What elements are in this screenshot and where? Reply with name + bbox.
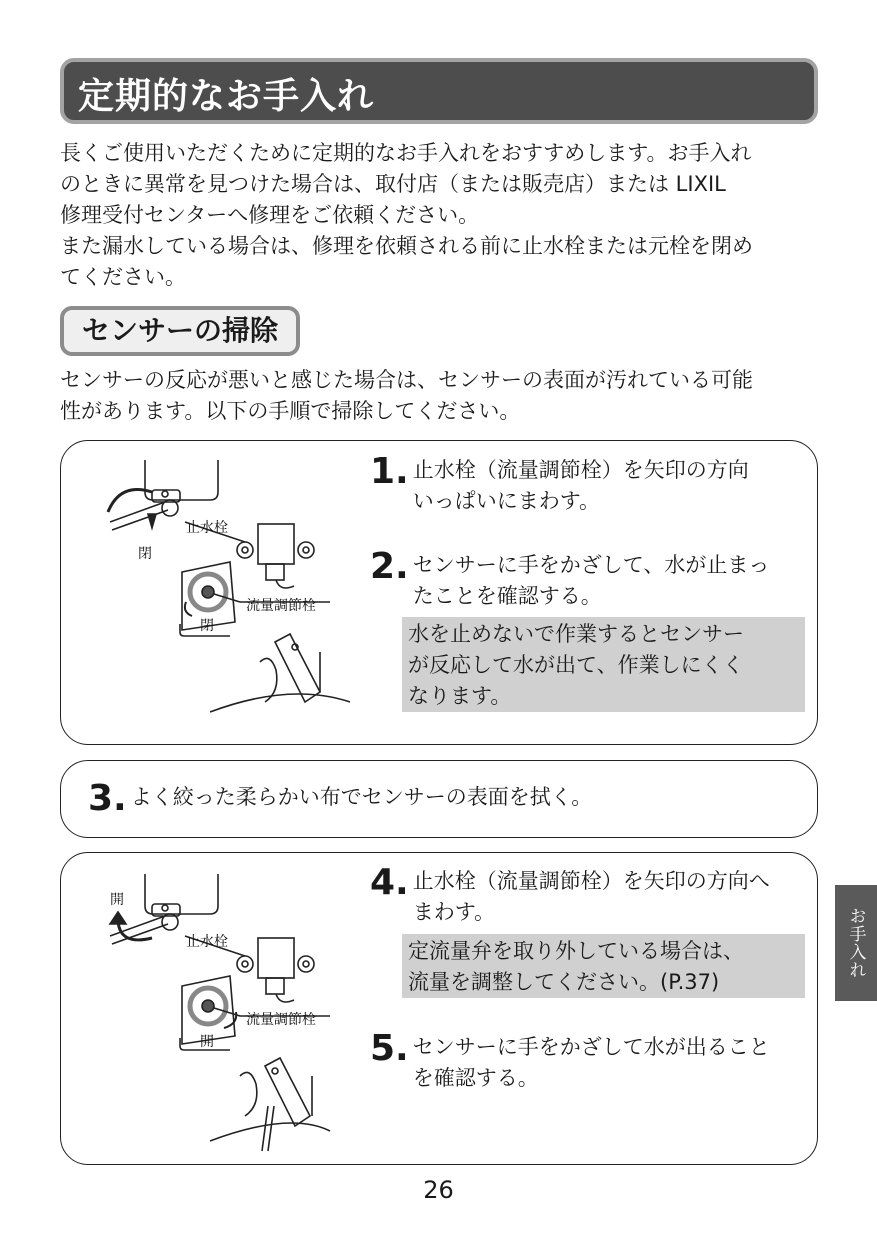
step-number: 4. xyxy=(370,862,409,903)
step-text: まわす。 xyxy=(412,900,496,924)
valve-open-illustration xyxy=(90,866,350,1156)
note-line: 流量を調整してください。(P.37) xyxy=(408,970,720,994)
valve-close-illustration xyxy=(90,452,350,732)
note-line: 定流量弁を取り外している場合は、 xyxy=(408,939,744,963)
step-number: 3. xyxy=(88,778,127,819)
valve-label: 止水栓 xyxy=(186,520,228,536)
step-5 xyxy=(370,1028,770,1094)
step-2 xyxy=(370,546,770,612)
intro-text xyxy=(60,138,830,293)
step-text: センサーに手をかざして水が出ること xyxy=(412,1035,770,1059)
caution-note-2 xyxy=(402,934,805,998)
step-number: 5. xyxy=(370,1028,409,1069)
caution-note-1 xyxy=(402,617,805,712)
page-title-bar xyxy=(60,58,818,124)
step-text: を確認する。 xyxy=(412,1066,539,1090)
open-label: 開 xyxy=(200,1034,214,1050)
flow-valve-label: 流量調節栓 xyxy=(246,1012,316,1028)
valve-label: 止水栓 xyxy=(186,934,228,950)
step-text: センサーに手をかざして、水が止まっ xyxy=(412,553,770,577)
step-text: 止水栓（流量調節栓）を矢印の方向へ xyxy=(412,869,770,893)
note-line: が反応して水が出て、作業しにくく xyxy=(408,653,744,677)
section-desc-line: 性があります。以下の手順で掃除してください。 xyxy=(60,399,521,423)
open-label: 開 xyxy=(110,892,124,908)
section-description xyxy=(60,365,830,427)
intro-line: 修理受付センターへ修理をご依頼ください。 xyxy=(60,203,480,227)
close-label: 閉 xyxy=(138,546,152,562)
page-title: 定期的なお手入れ xyxy=(78,76,375,117)
step-text: たことを確認する。 xyxy=(412,584,602,608)
section-title: センサーの掃除 xyxy=(60,306,300,356)
step-text: いっぱいにまわす。 xyxy=(412,489,601,513)
intro-line: また漏水している場合は、修理を依頼される前に止水栓または元栓を閉め xyxy=(60,234,753,258)
note-line: 水を止めないで作業するとセンサー xyxy=(408,622,744,646)
flow-valve-label: 流量調節栓 xyxy=(246,598,316,614)
intro-line: のときに異常を見つけた場合は、取付店（または販売店）または LIXIL xyxy=(60,172,726,196)
note-line: なります。 xyxy=(408,684,512,708)
page-number: 26 xyxy=(423,1176,454,1204)
step-1 xyxy=(370,451,749,517)
step-text: よく絞った柔らかい布でセンサーの表面を拭く。 xyxy=(130,785,593,809)
intro-line: てください。 xyxy=(60,265,186,289)
close-label: 閉 xyxy=(200,618,214,634)
step-4 xyxy=(370,862,770,928)
step-text: 止水栓（流量調節栓）を矢印の方向 xyxy=(412,458,749,482)
step-3 xyxy=(88,778,593,819)
intro-line: 長くご使用いただくために定期的なお手入れをおすすめします。お手入れ xyxy=(60,141,752,165)
step-number: 1. xyxy=(370,451,409,492)
section-desc-line: センサーの反応が悪いと感じた場合は、センサーの表面が汚れている可能 xyxy=(60,368,753,392)
section-side-tab: お手入れ xyxy=(835,885,877,1001)
step-number: 2. xyxy=(370,546,409,587)
